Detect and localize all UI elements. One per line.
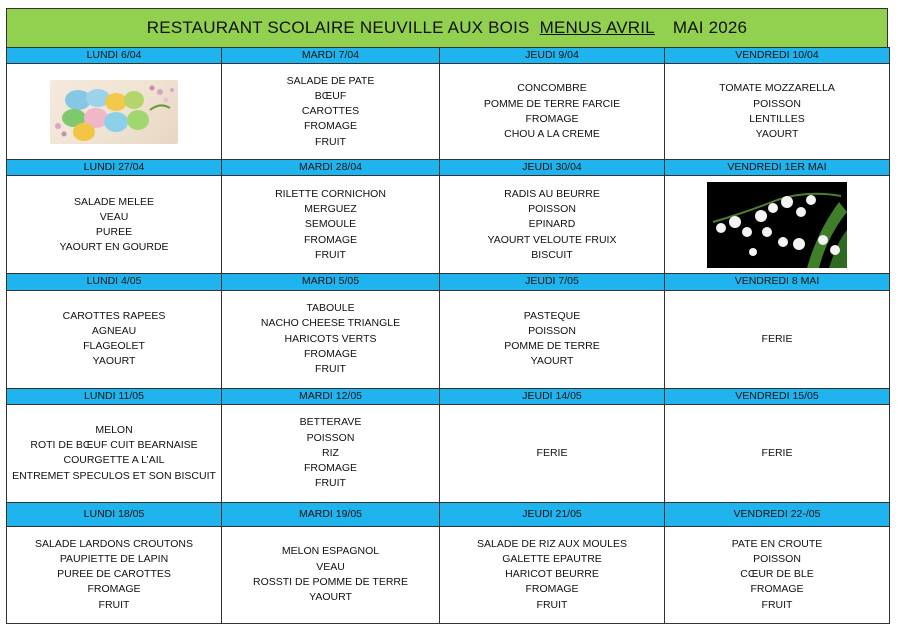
menu-item: BISCUIT <box>531 248 573 261</box>
menu-item: MERGUEZ <box>304 203 357 216</box>
menu-item: PATE EN CROUTE <box>731 537 823 550</box>
week-header-row <box>7 160 890 176</box>
day-header: MARDI 5/05 <box>222 274 440 290</box>
menu-item: PASTEQUE <box>523 309 581 322</box>
menu-item: FERIE <box>761 332 793 345</box>
day-header: LUNDI 6/04 <box>7 48 222 64</box>
menu-item: POISSON <box>753 553 801 565</box>
menu-item: FROMAGE <box>87 583 141 596</box>
title-restaurant: RESTAURANT SCOLAIRE NEUVILLE AUX BOIS <box>146 18 530 37</box>
week-menu-row <box>7 404 890 502</box>
menu-cell <box>665 176 890 274</box>
menu-item: RADIS AU BEURRE <box>504 187 600 200</box>
week-menu-row <box>7 526 890 623</box>
menu-item: HARICOTS VERTS <box>284 332 377 345</box>
menu-item: FRUIT <box>98 598 130 611</box>
day-header: MARDI 7/04 <box>222 48 440 64</box>
menu-item: FROMAGE <box>303 233 358 246</box>
week-menu-row <box>7 176 890 274</box>
menu-item: POISSON <box>306 431 355 444</box>
day-header: JEUDI 7/05 <box>440 274 665 290</box>
menu-item: SALADE LARDONS CROUTONS <box>35 537 193 550</box>
menu-item: SALADE MELEE <box>74 195 154 208</box>
day-header: VENDREDI 10/04 <box>665 48 890 64</box>
day-header: JEUDI 30/04 <box>440 160 665 176</box>
day-header: MARDI 12/05 <box>222 388 440 404</box>
menu-item: TABOULE <box>306 302 355 315</box>
lily-of-the-valley-image <box>707 182 847 268</box>
day-header: VENDREDI 15/05 <box>665 388 890 404</box>
menu-cell <box>665 64 890 160</box>
menu-item: FROMAGE <box>525 583 579 596</box>
menu-item: RIZ <box>322 446 339 459</box>
menu-item: PAUPIETTE DE LAPIN <box>59 553 169 565</box>
menu-cell <box>7 64 222 160</box>
menu-item: FRUIT <box>315 362 346 375</box>
day-header: VENDREDI 8 MAI <box>665 274 890 290</box>
menu-cell <box>222 290 440 388</box>
menu-item: SEMOULE <box>304 218 357 231</box>
menu-item: FROMAGE <box>750 583 804 596</box>
day-header: JEUDI 14/05 <box>440 388 665 404</box>
menu-item: POMME DE TERRE <box>504 340 600 353</box>
day-header: LUNDI 27/04 <box>7 160 222 176</box>
menu-item: CONCOMBRE <box>517 82 587 95</box>
menu-item: MELON ESPAGNOL <box>281 545 380 558</box>
menu-item: MELON <box>95 423 133 436</box>
menu-cell <box>222 176 440 274</box>
menu-cell <box>222 526 440 623</box>
menu-item: NACHO CHEESE TRIANGLE <box>260 317 401 330</box>
menu-item: FROMAGE <box>303 461 358 474</box>
menu-item: TOMATE MOZZARELLA <box>719 82 835 95</box>
menu-table <box>6 47 890 624</box>
day-header: LUNDI 18/05 <box>7 502 222 526</box>
week-menu-row <box>7 290 890 388</box>
menu-item: ROTI DE BŒUF CUIT BEARNAISE <box>30 439 198 452</box>
menu-item: RILETTE CORNICHON <box>275 187 386 200</box>
menu-cell <box>222 404 440 502</box>
menu-item: FERIE <box>536 446 568 459</box>
menu-cell <box>440 404 665 502</box>
week-menu-row <box>7 64 890 160</box>
menu-cell <box>665 290 890 388</box>
menu-cell <box>440 176 665 274</box>
day-header: LUNDI 4/05 <box>7 274 222 290</box>
menu-item: YAOURT EN GOURDE <box>59 241 169 254</box>
menu-item: VEAU <box>99 210 129 223</box>
day-header: JEUDI 9/04 <box>440 48 665 64</box>
menu-item: CŒUR DE BLE <box>740 568 814 581</box>
menu-item: BETTERAVE <box>299 416 362 429</box>
menu-item: FERIE <box>761 446 793 459</box>
menu-item: PUREE DE CAROTTES <box>57 568 171 581</box>
easter-eggs-image <box>50 80 178 144</box>
week-header-row <box>7 388 890 404</box>
menu-item: LENTILLES <box>749 112 805 125</box>
menu-item: POMME DE TERRE FARCIE <box>483 97 621 110</box>
menu-item: YAOURT <box>755 127 799 140</box>
menu-item: FRUIT <box>536 598 568 611</box>
week-header-row <box>7 502 890 526</box>
day-header: VENDREDI 22-/05 <box>665 502 890 526</box>
menu-item: VEAU <box>316 560 345 573</box>
menu-item: FROMAGE <box>303 120 358 133</box>
menu-item: FRUIT <box>761 598 793 611</box>
menu-item: BŒUF <box>314 89 347 102</box>
menu-cell <box>440 526 665 623</box>
menu-item: PUREE <box>95 225 133 238</box>
menu-item: POISSON <box>753 97 801 110</box>
menu-item: GALETTE EPAUTRE <box>502 553 602 565</box>
menu-item: YAOURT <box>530 355 574 368</box>
day-header: VENDREDI 1ER MAI <box>665 160 890 176</box>
week-header-row <box>7 274 890 290</box>
menu-item: YAOURT <box>309 591 352 604</box>
menu-item: AGNEAU <box>91 324 137 337</box>
menu-item: SALADE DE PATE <box>286 74 375 87</box>
menu-item: SALADE DE RIZ AUX MOULES <box>477 537 627 550</box>
menu-item: FLAGEOLET <box>83 340 145 353</box>
menu-item: FRUIT <box>315 135 346 148</box>
menu-item: YAOURT VELOUTE FRUIX <box>487 233 617 246</box>
title-menus-month: MENUS AVRIL <box>539 18 655 37</box>
menu-item: FRUIT <box>315 248 346 261</box>
menu-cell <box>222 64 440 160</box>
menu-cell <box>7 290 222 388</box>
menu-item: FROMAGE <box>303 347 358 360</box>
menu-cell <box>7 404 222 502</box>
menu-item: FRUIT <box>315 477 346 490</box>
menu-item: HARICOT BEURRE <box>505 568 599 581</box>
week-header-row <box>7 48 890 64</box>
menu-item: ROSSTI DE POMME DE TERRE <box>253 575 408 588</box>
menu-item: POISSON <box>528 203 576 216</box>
menu-cell <box>665 526 890 623</box>
menu-cell <box>440 290 665 388</box>
menu-item: POISSON <box>528 324 576 337</box>
menu-item: CAROTTES <box>301 105 360 118</box>
menu-item: FROMAGE <box>525 112 579 125</box>
menu-item: YAOURT <box>92 355 136 368</box>
day-header: JEUDI 21/05 <box>440 502 665 526</box>
menu-cell <box>7 526 222 623</box>
title-month-year: MAI 2026 <box>672 18 748 37</box>
day-header: MARDI 19/05 <box>222 502 440 526</box>
day-header: LUNDI 11/05 <box>7 388 222 404</box>
day-header: MARDI 28/04 <box>222 160 440 176</box>
menu-item: ENTREMET SPECULOS ET SON BISCUIT <box>12 469 216 482</box>
menu-item: EPINARD <box>528 218 576 231</box>
menu-cell <box>665 404 890 502</box>
menu-title <box>6 8 888 48</box>
menu-item: CAROTTES RAPEES <box>62 309 166 322</box>
menu-item: COURGETTE A L’AIL <box>63 454 165 467</box>
menu-cell <box>440 64 665 160</box>
menu-item: CHOU A LA CREME <box>504 127 600 140</box>
menu-cell <box>7 176 222 274</box>
